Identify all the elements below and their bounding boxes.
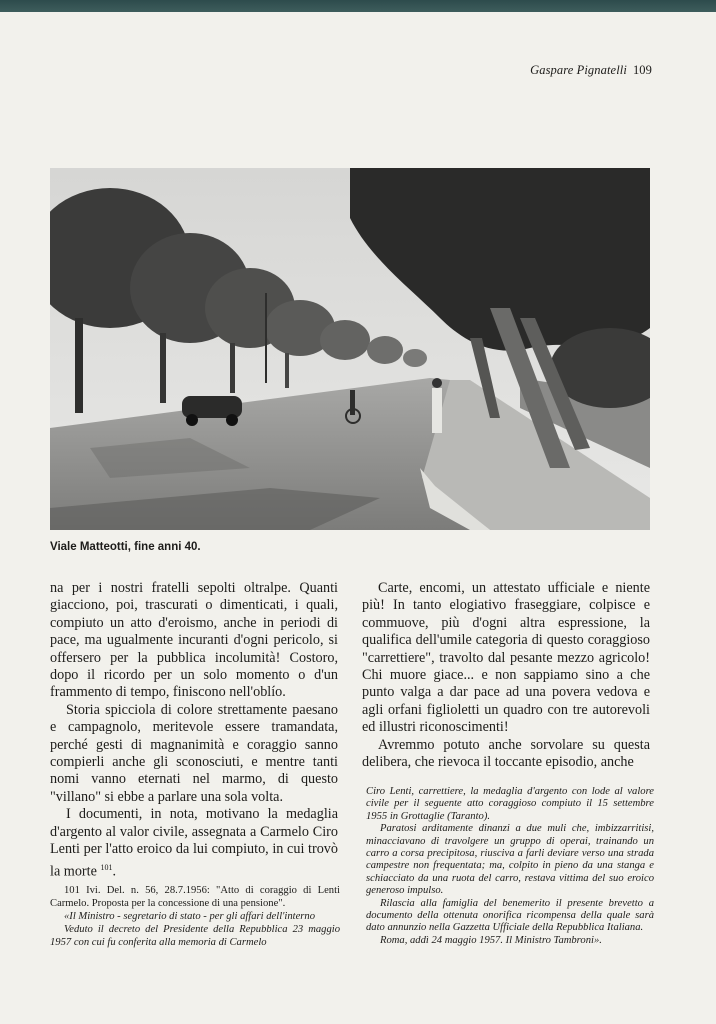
right-paragraph-2: Avremmo potuto anche sorvolare su questa delibera, che rievoca il toccante episodio, anche bbox=[362, 736, 650, 771]
running-title: Gaspare Pignatelli bbox=[530, 63, 627, 77]
left-paragraph-1: na per i nostri fratelli sepolti oltralpe. Quanti giacciono, poi, trascurati o dimenticati, i quali, compiuto un atto d'eroismo, anche in periodi di pace, ma ugualmente incuranti d'ogni pericolo, si offersero per la pubblica incolumità! Costoro, dopo il ricordo per un solo momento o d'un frammento di tempo, finiscono nell'oblío. bbox=[50, 580, 338, 701]
footnote-left bbox=[50, 884, 340, 949]
footnote-number: 101 bbox=[64, 885, 80, 896]
left-paragraph-3-text: I documenti, in nota, motivano la medaglia d'argento al valor civile, assegnata a Carmelo Ciro Lenti per l'atto eroico da lui compiuto, in cui trovò la morte bbox=[50, 806, 338, 880]
footnote-right-paragraph-3: Rilascia alla famiglia del benemerito il presente brevetto a documento della ottenuta onorifica ricompensa della quale sarà dato annunzio nella Gazzetta Ufficiale della Repubblica Italiana. bbox=[366, 897, 654, 934]
footnote-right-paragraph-1: Ciro Lenti, carrettiere, la medaglia d'argento con lode al valore civile per il seguente atto coraggioso compiuto il 15 settembre 1955 in Grottaglie (Taranto). bbox=[366, 786, 654, 822]
right-text-column bbox=[362, 580, 650, 771]
left-paragraph-3 bbox=[50, 806, 338, 880]
footnote-right-paragraph-2: Paratosi arditamente dinanzi a due muli che, imbizzarritisi, minacciavano di travolgere un gruppo di operai, trainando un carro a corsa precipitosa, riusciva a farli deviare verso una strada campestre non frequentata; ma, colpito in pieno da una stanga e schiacciato da una ruota del carro, restava vittima del suo eroico generoso impulso. bbox=[366, 823, 654, 897]
running-head bbox=[530, 63, 652, 78]
right-paragraph-1: Carte, encomi, un attestato ufficiale e niente più! In tanto elogiativo fraseggiare, colpisce e commuove, più d'ogni altra espressione, la qualifica dell'umile categoria di questo coraggioso "carrettiere", travolto dal pesante mezzo agricolo! Chi muore giace... e non sappiamo sino a che punto valga a dar pace ad una povera vedova e agli orfani figlioletti un quadro con tre autorevoli ed illustri riconoscimenti! bbox=[362, 580, 650, 736]
left-text-column bbox=[50, 580, 338, 881]
left-paragraph-2: Storia spicciola di colore strettamente paesano e campagnolo, meritevole essere tramandata, perché gesti di magnanimità e coraggio sanno compierli anche gli sconosciuti, e mentre tanti nomi vanno eternati nel marmo, di questo "villano" si ebbe a parlare una sola volta. bbox=[50, 701, 338, 805]
footnote-101 bbox=[50, 884, 340, 910]
top-edge-band bbox=[0, 0, 716, 12]
footnote-right bbox=[366, 786, 654, 947]
footnote-reference: 101 bbox=[100, 862, 113, 872]
photo-caption: Viale Matteotti, fine anni 40. bbox=[50, 541, 201, 553]
footnote-101-text: Ivi. Del. n. 56, 28.7.1956: "Atto di coraggio di Lenti Carmelo. Proposta per la concessione di una pensione". bbox=[50, 885, 340, 909]
footnote-right-paragraph-4: Roma, addì 24 maggio 1957. Il Ministro Tambroni». bbox=[380, 934, 602, 946]
footnote-decree: Veduto il decreto del Presidente della Repubblica 23 maggio 1957 con cui fu conferita alla memoria di Carmelo bbox=[50, 924, 340, 948]
footnote-quote-intro: «Il Ministro - segretario di stato - per gli affari dell'interno bbox=[64, 911, 316, 922]
photograph-viale-matteotti bbox=[50, 168, 650, 530]
page-number: 109 bbox=[632, 63, 652, 77]
left-paragraph-3-end: . bbox=[112, 863, 116, 880]
